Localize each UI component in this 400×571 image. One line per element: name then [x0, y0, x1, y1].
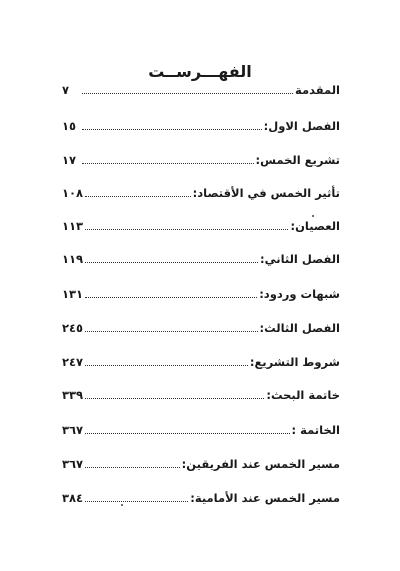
- leader-dots: [82, 162, 254, 164]
- toc-entry: [62, 454, 340, 474]
- toc-entry-label: شروط التشريع:: [249, 355, 340, 369]
- leader-dots: [85, 432, 289, 434]
- leader-dots: [82, 128, 262, 130]
- toc-entry-page: ٣٣٩: [62, 388, 84, 402]
- toc-entry-page: ٢٤٥: [62, 321, 84, 335]
- leader-dots: [85, 330, 257, 332]
- toc-entry-page: ٢٤٧: [62, 355, 84, 369]
- toc-entry-page: ٣٦٧: [62, 457, 84, 471]
- toc-entry-page: ١٥: [62, 119, 77, 133]
- toc-entry-label: تشريع الخمس:: [255, 153, 340, 167]
- toc-entry: [62, 216, 340, 236]
- leader-dots: [85, 466, 180, 468]
- leader-dots: [85, 296, 257, 298]
- toc-entry: [62, 80, 340, 100]
- toc-entry-page: ١٣١: [62, 287, 84, 301]
- toc-entry-label: خاتمة البحث:: [266, 388, 340, 402]
- toc-entry: [62, 352, 340, 372]
- toc-entry-page: ١١٩: [62, 252, 84, 266]
- toc-entry: [62, 183, 340, 203]
- toc-entry-page: ١٧: [62, 153, 77, 167]
- toc-entry: [62, 150, 340, 170]
- toc-entry-page: ١٠٨: [62, 186, 84, 200]
- toc-entry-label: تأثير الخمس في الأقتصاد:: [192, 186, 340, 200]
- page-title: الفهـــرســت: [148, 62, 252, 81]
- leader-dots: [85, 364, 248, 366]
- leader-dots: [85, 228, 288, 230]
- toc-entry-label: المقدمة: [295, 83, 340, 97]
- toc-entry-label: الفصل الثاني:: [260, 252, 340, 266]
- toc-entry: [62, 420, 340, 440]
- toc-entry: [62, 318, 340, 338]
- leader-dots: [85, 397, 264, 399]
- toc-entry: [62, 488, 340, 508]
- ink-speck: [121, 504, 123, 506]
- toc-entry-label: الفصل الثالث:: [259, 321, 340, 335]
- ink-speck: [312, 215, 314, 217]
- toc-entry-label: الفصل الاول:: [263, 119, 340, 133]
- leader-dots: [82, 92, 293, 94]
- toc-entry-label: مسير الخمس عند الفريقين:: [181, 457, 340, 471]
- toc-entry-page: ٣٦٧: [62, 423, 84, 437]
- leader-dots: [85, 500, 188, 502]
- toc-entry: [62, 385, 340, 405]
- toc-entry-page: ٧: [62, 83, 70, 97]
- toc-entry-label: الخاتمة :: [291, 423, 340, 437]
- toc-entry: [62, 249, 340, 269]
- toc-entry-page: ١١٣: [62, 219, 84, 233]
- toc-entry-label: العصيان:: [290, 219, 340, 233]
- toc-entry-page: ٣٨٤: [62, 491, 84, 505]
- toc-entry-label: مسير الخمس عند الأمامية:: [190, 491, 340, 505]
- leader-dots: [85, 195, 191, 197]
- leader-dots: [85, 261, 258, 263]
- toc-entry: [62, 116, 340, 136]
- toc-entry-label: شبهات وردود:: [259, 287, 340, 301]
- toc-entry: [62, 284, 340, 304]
